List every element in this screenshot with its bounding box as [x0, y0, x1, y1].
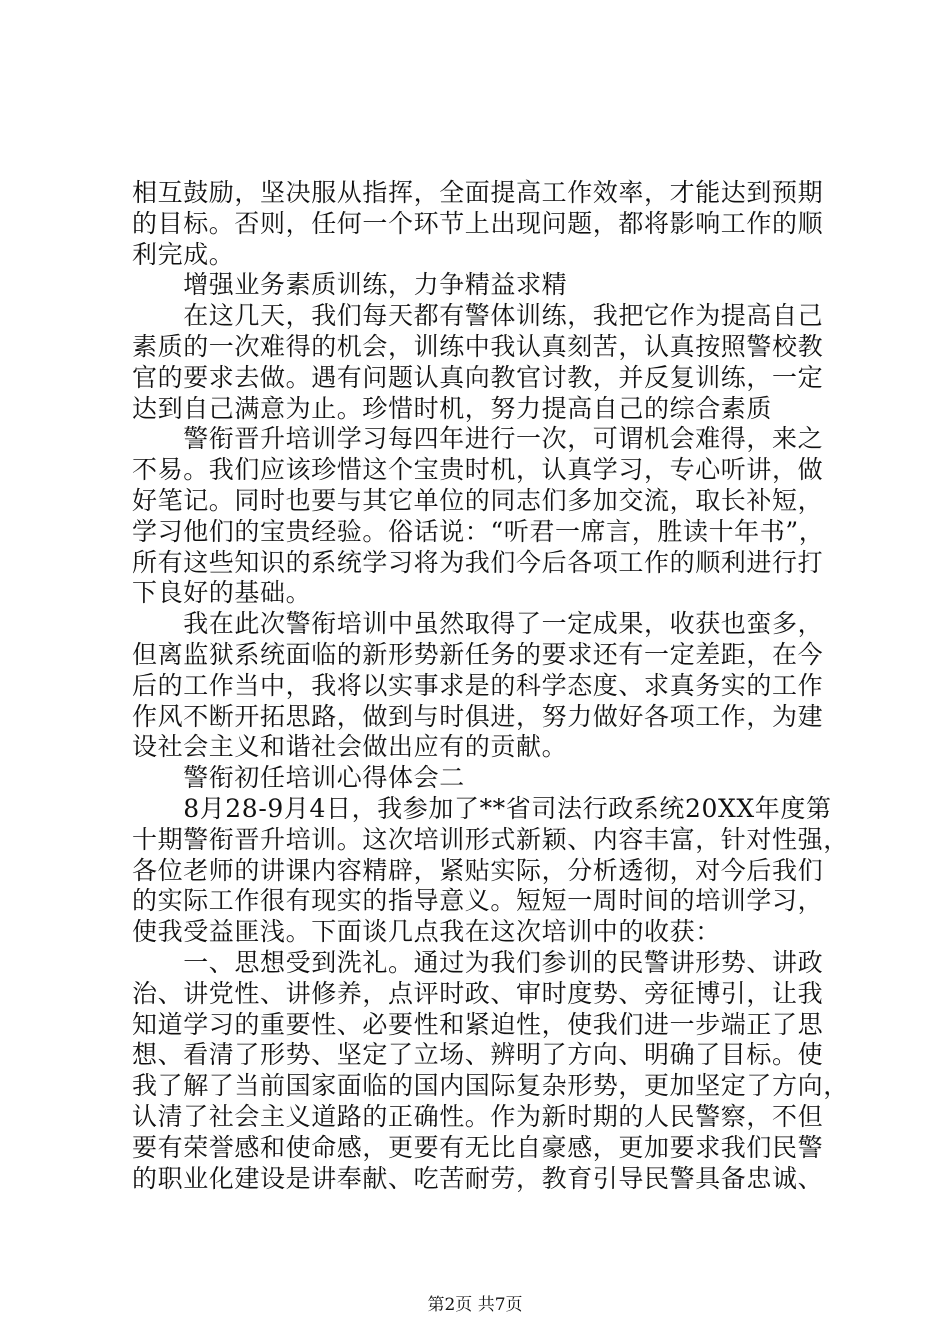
text-line: 的目标。否则，任何一个环节上出现问题，都将影响工作的顺	[132, 208, 824, 238]
text-line: 治、讲党性、讲修养，点评时政、审时度势、旁征博引，让我	[132, 978, 824, 1008]
text-line: 8月28-9月4日，我参加了**省司法行政系统20XX年度第	[132, 793, 832, 823]
text-line: 相互鼓励，坚决服从指挥，全面提高工作效率，才能达到预期	[132, 178, 824, 207]
page-number-footer: 第2页 共7页	[427, 1295, 523, 1315]
text-line: 的职业化建设是讲奉献、吃苦耐劳，教育引导民警具备忠诚、	[132, 1163, 824, 1193]
document-body	[132, 178, 849, 1194]
section-heading: 警衔初任培训心得体会二	[132, 763, 465, 793]
text-line: 利完成。	[132, 239, 235, 269]
text-line: 素质的一次难得的机会，训练中我认真刻苦，认真按照警校教	[132, 331, 824, 361]
text-line: 作风不断开拓思路，做到与时俱进，努力做好各项工作，为建	[132, 701, 824, 731]
text-line: 我在此次警衔培训中虽然取得了一定成果，收获也蛮多，	[132, 609, 824, 639]
text-line: 在这几天，我们每天都有警体训练，我把它作为提高自己	[132, 301, 824, 331]
text-line: 想、看清了形势、坚定了立场、辨明了方向、明确了目标。使	[132, 1040, 824, 1070]
text-line: 好笔记。同时也要与其它单位的同志们多加交流，取长补短，	[132, 485, 824, 515]
text-line: 所有这些知识的系统学习将为我们今后各项工作的顺利进行打	[132, 547, 824, 577]
text-line: 一、思想受到洗礼。通过为我们参训的民警讲形势、讲政	[132, 947, 824, 977]
text-line: 十期警衔晋升培训。这次培训形式新颖、内容丰富，针对性强，	[132, 824, 849, 854]
text-line: 但离监狱系统面临的新形势新任务的要求还有一定差距，在今	[132, 639, 824, 669]
text-line: 学习他们的宝贵经验。俗话说：“听君一席言，胜读十年书”，	[132, 516, 825, 546]
text-line: 认清了社会主义道路的正确性。作为新时期的人民警察，不但	[132, 1101, 824, 1131]
text-line: 设社会主义和谐社会做出应有的贡献。	[132, 732, 568, 762]
text-line: 后的工作当中，我将以实事求是的科学态度、求真务实的工作	[132, 670, 824, 700]
text-line: 知道学习的重要性、必要性和紧迫性，使我们进一步端正了思	[132, 1009, 824, 1039]
text-line: 各位老师的讲课内容精辟，紧贴实际，分析透彻，对今后我们	[132, 855, 824, 885]
text-line: 警衔晋升培训学习每四年进行一次，可谓机会难得，来之	[132, 424, 824, 454]
text-line: 使我受益匪浅。下面谈几点我在这次培训中的收获：	[132, 917, 721, 947]
text-line: 我了解了当前国家面临的国内国际复杂形势，更加坚定了方向，	[132, 1071, 849, 1101]
text-line: 下良好的基础。	[132, 578, 312, 608]
text-line: 不易。我们应该珍惜这个宝贵时机，认真学习，专心听讲，做	[132, 455, 824, 485]
text-line: 的实际工作很有现实的指导意义。短短一周时间的培训学习，	[132, 886, 824, 916]
text-line: 官的要求去做。遇有问题认真向教官讨教，并反复训练，一定	[132, 362, 824, 392]
section-heading: 增强业务素质训练，力争精益求精	[132, 270, 568, 300]
text-line: 要有荣誉感和使命感，更要有无比自豪感，更加要求我们民警	[132, 1132, 824, 1162]
text-line: 达到自己满意为止。珍惜时机，努力提高自己的综合素质	[132, 393, 773, 423]
